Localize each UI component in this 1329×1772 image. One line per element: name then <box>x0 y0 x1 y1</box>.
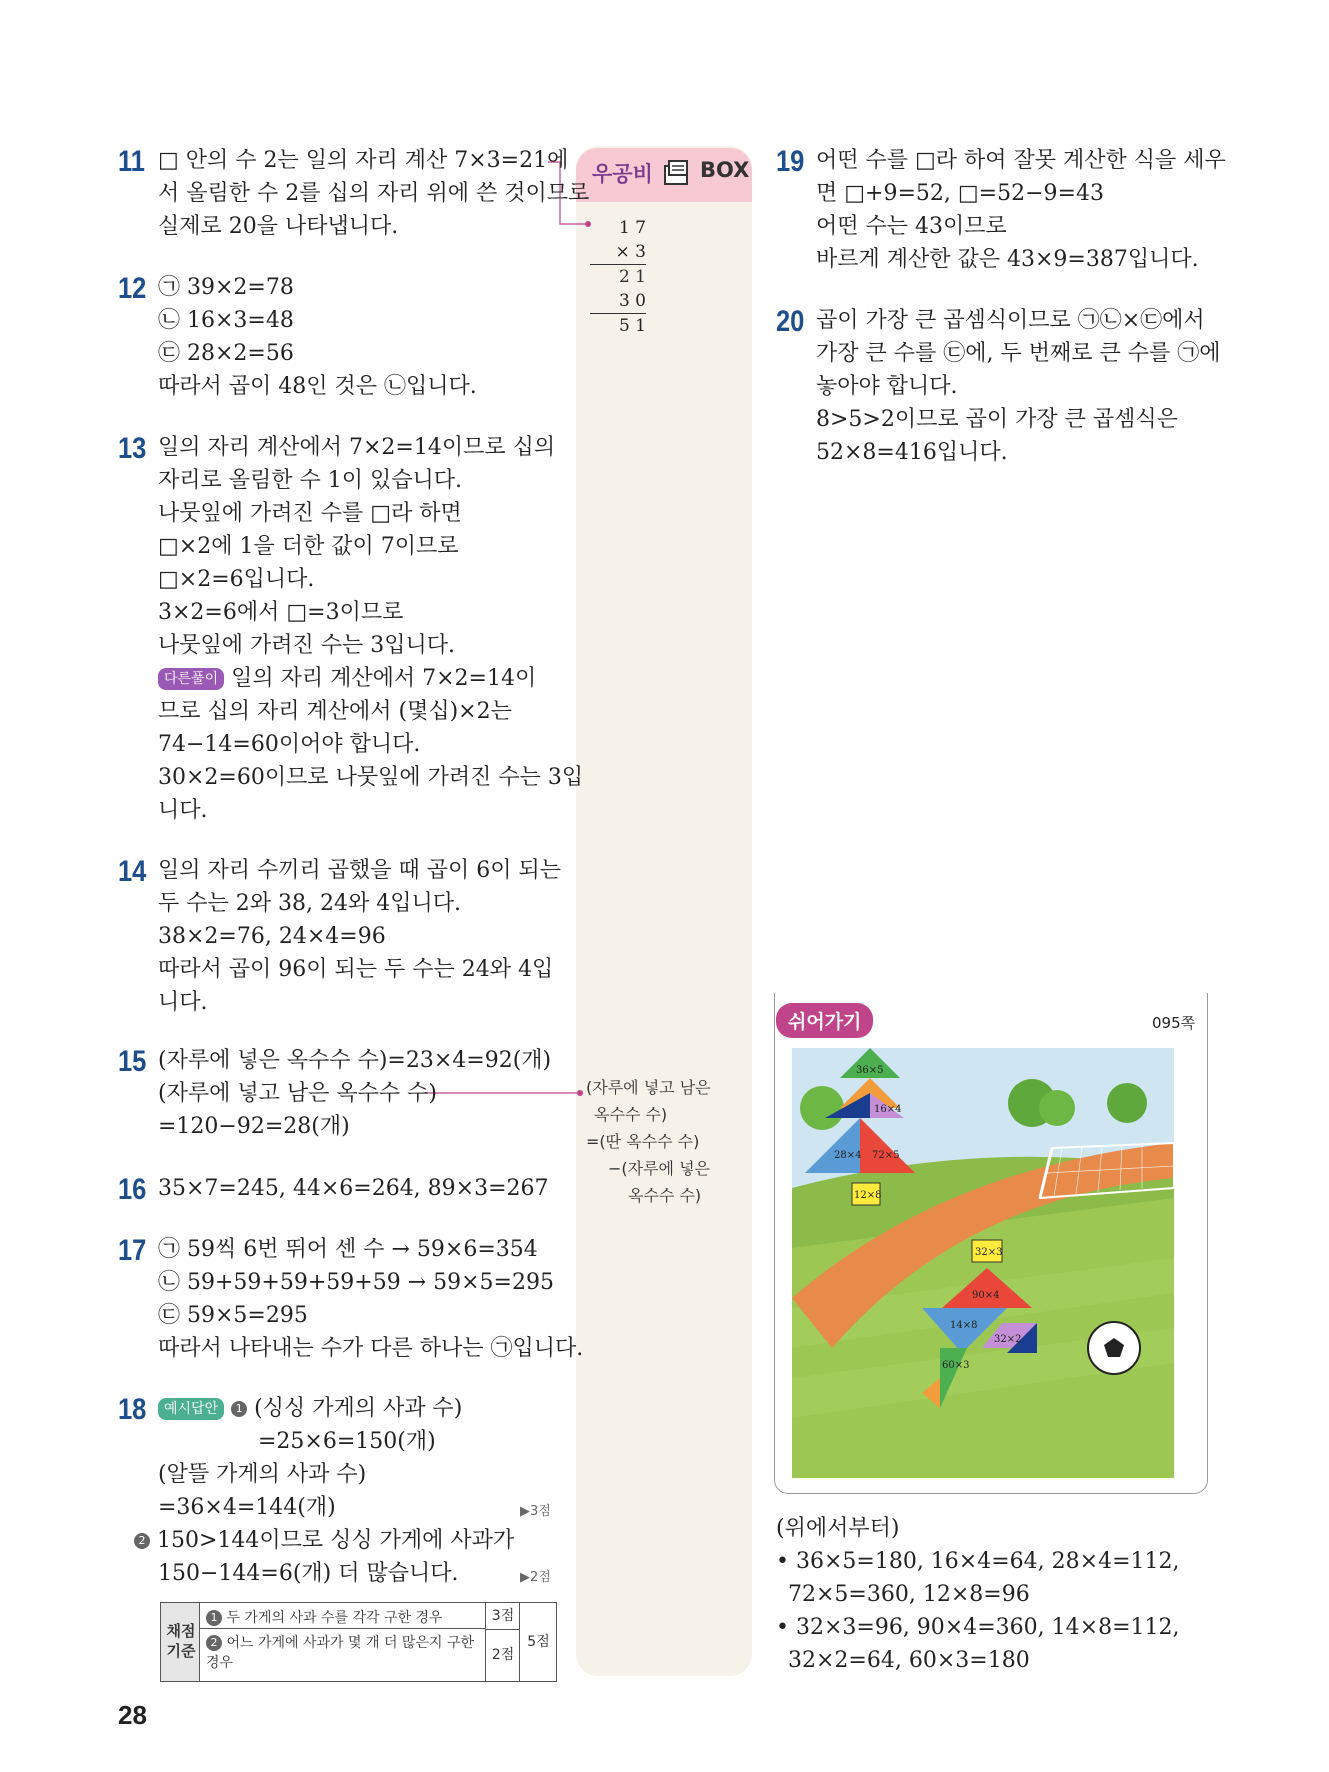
tangram-label: 60×3 <box>942 1360 970 1371</box>
calc-row: 2 1 <box>618 267 646 287</box>
problem-number-19: 19 <box>776 145 805 178</box>
tangram-label: 36×5 <box>856 1065 884 1076</box>
step-1-icon: 1 <box>231 1401 247 1417</box>
problem-16-text: 35×7=245, 44×6=264, 89×3=267 <box>158 1176 549 1201</box>
tangram-illustration <box>792 1048 1174 1478</box>
tangram-label: 72×5 <box>872 1150 900 1161</box>
rubric-row-1: 1 두 가게의 사과 수를 각각 구한 경우 <box>199 1603 485 1629</box>
calc-row: 5 1 <box>618 316 646 336</box>
problem-number-16: 16 <box>118 1173 147 1206</box>
rubric-total-score: 5점 <box>519 1603 557 1681</box>
score-tag-2: ▶2점 <box>520 1570 551 1585</box>
problem-number-18: 18 <box>118 1393 147 1426</box>
problem-14-text: 일의 자리 수끼리 곱했을 때 곱이 6이 되는 두 수는 2와 38, 24와 4입니다. 38×2=76, 24×4=96 따라서 곱이 96이 되는 두 수는 24와 4입 니다. <box>158 858 561 1015</box>
tangram-label: 16×4 <box>874 1104 902 1115</box>
problem-11-text: □ 안의 수 2는 일의 자리 계산 7×3=21에 서 올림한 수 2를 십의 자리 위에 쓴 것이므로 실제로 20을 나타냅니다. <box>158 148 590 239</box>
rubric-row-2-score: 2점 <box>485 1629 520 1681</box>
problem-18-text: 예시답안 1 (싱싱 가게의 사과 수) =25×6=150(개) (알뜰 가게의 사과 수) =36×4=144(개) 2 150>144이므로 싱싱 가게에 사과가 150−144=6(개) 더 많습니다. <box>158 1392 514 1590</box>
example-answer-badge: 예시답안 <box>158 1398 224 1420</box>
side-box-title-box: BOX <box>700 158 750 182</box>
tangram-label: 14×8 <box>950 1320 978 1331</box>
side-box <box>576 146 752 1676</box>
side-box-title: 우공비 <box>592 162 653 186</box>
problem-number-12: 12 <box>118 272 147 305</box>
side-note-15: (자루에 넣고 남은 옥수수 수) =(딴 옥수수 수) −(자루에 넣은 옥수수 수) <box>586 1078 711 1205</box>
problem-number-17: 17 <box>118 1234 147 1267</box>
tangram-label: 32×2 <box>994 1334 1022 1345</box>
problem-number-14: 14 <box>118 855 147 888</box>
problem-15-text: (자루에 넣은 옥수수 수)=23×4=92(개) (자루에 넣고 남은 옥수수 수) =120−92=28(개) <box>158 1048 552 1139</box>
problem-19-text: 어떤 수를 □라 하여 잘못 계산한 식을 세우 면 □+9=52, □=52−9=43 어떤 수는 43이므로 바르게 계산한 값은 43×9=387입니다. <box>816 148 1226 272</box>
alt-solution-badge: 다른풀이 <box>158 668 224 690</box>
calc-row: 3 0 <box>590 289 646 314</box>
rest-page-ref: 095쪽 <box>1152 1014 1196 1032</box>
page-number: 28 <box>118 1700 147 1730</box>
rubric-row-1-score: 3점 <box>485 1603 520 1630</box>
tangram-label: 12×8 <box>854 1190 882 1201</box>
tangram-label: 32×3 <box>975 1247 1003 1258</box>
box-icon <box>662 158 694 188</box>
rubric-label: 채점 기준 <box>166 1622 196 1660</box>
tangram-label: 28×4 <box>834 1150 862 1161</box>
problem-13-text: 일의 자리 계산에서 7×2=14이므로 십의 자리로 올림한 수 1이 있습니다. 나뭇잎에 가려진 수를 □라 하면 □×2에 1을 더한 값이 7이므로 □×2=6입니다. 3×2=6에서 □=3이므로 나뭇잎에 가려진 수는 3입니다. 다른풀이 일의 자리 계산에서 7×2=14이 므로 십의 자리 계산에서 (몇십)×2는 74−14=60이어야 합니다. 30×2=60이므로 나뭇잎에 가려진 수는 3입 니다. <box>158 435 584 823</box>
calc-row: × 3 <box>590 240 646 265</box>
problem-20-text: 곱이 가장 큰 곱셈식이므로 ㉠㉡×㉢에서 가장 큰 수를 ㉢에, 두 번째로 큰 수를 ㉠에 놓아야 합니다. 8>5>2이므로 곱이 가장 큰 곱셈식은 52×8=416입니다. <box>816 308 1221 465</box>
rubric-row-2: 2 어느 가게에 사과가 몇 개 더 많은지 구한 경우 <box>199 1629 485 1681</box>
problem-number-13: 13 <box>118 432 147 465</box>
problem-number-15: 15 <box>118 1045 147 1078</box>
rest-title: 쉬어가기 <box>776 1003 873 1038</box>
problem-12-text: ㉠ 39×2=78 ㉡ 16×3=48 ㉢ 28×2=56 따라서 곱이 48인 것은 ㉡입니다. <box>158 275 477 399</box>
score-tag-1: ▶3점 <box>520 1504 551 1519</box>
calc-row: 1 7 <box>618 218 646 238</box>
problem-number-11: 11 <box>118 145 145 178</box>
step-2-icon: 2 <box>134 1533 150 1549</box>
problem-number-20: 20 <box>776 305 805 338</box>
problem-17-text: ㉠ 59씩 6번 뛰어 센 수 → 59×6=354 ㉡ 59+59+59+59+59 → 59×5=295 ㉢ 59×5=295 따라서 나타내는 수가 다른 하나는 ㉠입니다. <box>158 1237 584 1361</box>
tangram-label: 90×4 <box>972 1290 1000 1301</box>
scoring-rubric <box>160 1602 557 1682</box>
rest-answers: (위에서부터) • 36×5=180, 16×4=64, 28×4=112, 72×5=360, 12×8=96 • 32×3=96, 90×4=360, 14×8=112, 32×2=64, 60×3=180 <box>776 1516 1180 1673</box>
vertical-multiplication <box>590 216 646 338</box>
